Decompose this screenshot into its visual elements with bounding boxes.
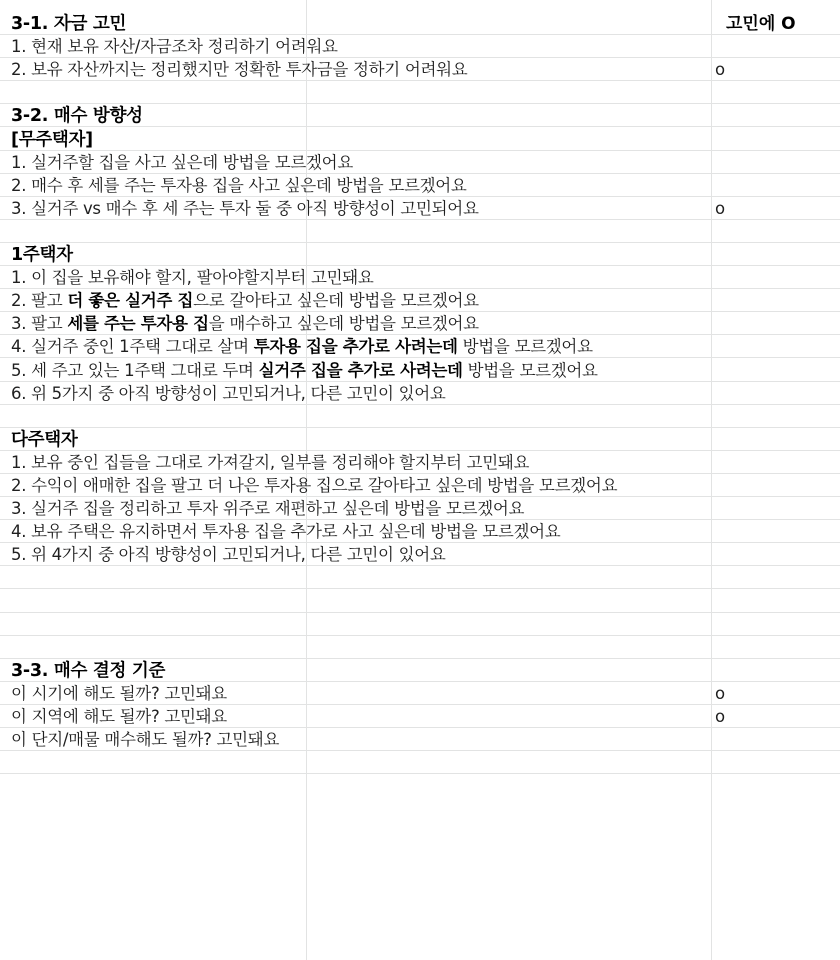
marker-column-header[interactable]: 고민에 O <box>726 14 796 34</box>
sheet-row <box>0 128 840 151</box>
sheet-row <box>0 613 840 636</box>
text-cell[interactable]: 1. 이 집을 보유해야 할지, 팔아야할지부터 고민돼요 <box>11 268 374 288</box>
sheet-row <box>0 751 840 774</box>
sheet-row <box>0 35 840 58</box>
text-run: 4. 실거주 중인 1주택 그대로 살며 <box>11 337 254 357</box>
sheet-row <box>0 543 840 566</box>
text-run: 방법을 모르겠어요 <box>462 360 598 380</box>
sheet-row <box>0 266 840 289</box>
text-run: 5. 세 주고 있는 1주택 그대로 두며 <box>11 360 259 380</box>
sheet-row <box>0 474 840 497</box>
sheet-row <box>0 81 840 104</box>
text-cell[interactable]: 4. 보유 주택은 유지하면서 투자용 집을 추가로 사고 싶은데 방법을 모르겠어요 <box>11 522 561 542</box>
bold-text-run: 세를 주는 투자용 집 <box>67 314 209 334</box>
sheet-row <box>0 359 840 382</box>
sheet-row <box>0 243 840 266</box>
bold-text-run: 실거주 집을 추가로 사려는데 <box>258 360 463 380</box>
sheet-row <box>0 220 840 243</box>
sheet-row <box>0 312 840 335</box>
sheet-row <box>0 289 840 312</box>
sheet-row <box>0 58 840 81</box>
sheet-row <box>0 590 840 613</box>
sheet-row <box>0 335 840 358</box>
sheet-row <box>0 405 840 428</box>
section-heading-cell[interactable]: 1주택자 <box>11 245 73 265</box>
sheet-row <box>0 497 840 520</box>
text-cell[interactable]: 1. 현재 보유 자산/자금조차 정리하기 어려워요 <box>11 37 338 57</box>
bold-text-run: 투자용 집을 추가로 사려는데 <box>253 337 458 357</box>
text-run: 방법을 모르겠어요 <box>457 337 593 357</box>
marker-cell[interactable]: o <box>715 683 726 703</box>
text-cell[interactable]: 6. 위 5가지 중 아직 방향성이 고민되거나, 다른 고민이 있어요 <box>11 383 446 403</box>
sheet-row <box>0 705 840 728</box>
sheet-row <box>0 104 840 127</box>
marker-cell[interactable]: o <box>715 60 726 80</box>
text-cell[interactable] <box>11 289 479 312</box>
text-run: 2. 팔고 <box>11 291 68 311</box>
text-cell[interactable] <box>11 312 479 335</box>
text-cell[interactable]: 2. 보유 자산까지는 정리했지만 정확한 투자금을 정하기 어려워요 <box>11 60 468 80</box>
section-heading-cell[interactable]: 3-2. 매수 방향성 <box>11 106 143 127</box>
sheet-row <box>0 659 840 682</box>
text-cell[interactable]: 3. 실거주 집을 정리하고 투자 위주로 재편하고 싶은데 방법을 모르겠어요 <box>11 499 525 519</box>
section-heading-cell[interactable]: 3-1. 자금 고민 <box>11 14 127 34</box>
section-heading-cell[interactable]: [무주택자] <box>11 129 93 150</box>
text-cell[interactable]: 1. 보유 중인 집들을 그대로 가져갈지, 일부를 정리해야 할지부터 고민돼요 <box>11 452 530 472</box>
sheet-row <box>0 636 840 659</box>
bold-text-run: 더 좋은 실거주 집 <box>67 291 194 311</box>
text-cell[interactable]: 2. 매수 후 세를 주는 투자용 집을 사고 싶은데 방법을 모르겠어요 <box>11 175 467 195</box>
text-cell[interactable]: 2. 수익이 애매한 집을 팔고 더 나은 투자용 집으로 갈아타고 싶은데 방법을 모르겠어요 <box>11 476 618 495</box>
text-run: 3. 팔고 <box>11 314 68 334</box>
sheet-row <box>0 520 840 543</box>
marker-cell[interactable]: o <box>715 198 726 218</box>
sheet-row <box>0 12 840 35</box>
text-cell[interactable]: 5. 위 4가지 중 아직 방향성이 고민되거나, 다른 고민이 있어요 <box>11 545 446 565</box>
marker-cell[interactable]: o <box>715 707 726 726</box>
text-run: 을 매수하고 싶은데 방법을 모르겠어요 <box>208 314 479 334</box>
text-cell[interactable]: 이 시기에 해도 될까? 고민돼요 <box>11 683 227 703</box>
sheet-row <box>0 197 840 220</box>
section-heading-cell[interactable]: 3-3. 매수 결정 기준 <box>11 660 166 681</box>
sheet-row <box>0 174 840 197</box>
sheet-row <box>0 382 840 405</box>
sheet-row <box>0 566 840 589</box>
sheet-row <box>0 682 840 705</box>
sheet-row <box>0 728 840 751</box>
text-cell[interactable]: 1. 실거주할 집을 사고 싶은데 방법을 모르겠어요 <box>11 152 353 172</box>
text-cell[interactable] <box>11 359 598 382</box>
text-cell[interactable]: 이 단지/매물 매수해도 될까? 고민돼요 <box>11 730 280 750</box>
section-heading-cell[interactable]: 다주택자 <box>11 429 78 450</box>
text-cell[interactable]: 이 지역에 해도 될까? 고민돼요 <box>11 707 227 726</box>
sheet-row <box>0 151 840 174</box>
sheet-row <box>0 451 840 474</box>
text-run: 으로 갈아타고 싶은데 방법을 모르겠어요 <box>193 291 479 311</box>
text-cell[interactable]: 3. 실거주 vs 매수 후 세 주는 투자 둘 중 아직 방향성이 고민되어요 <box>11 198 479 218</box>
sheet-row <box>0 428 840 451</box>
text-cell[interactable] <box>11 335 593 358</box>
